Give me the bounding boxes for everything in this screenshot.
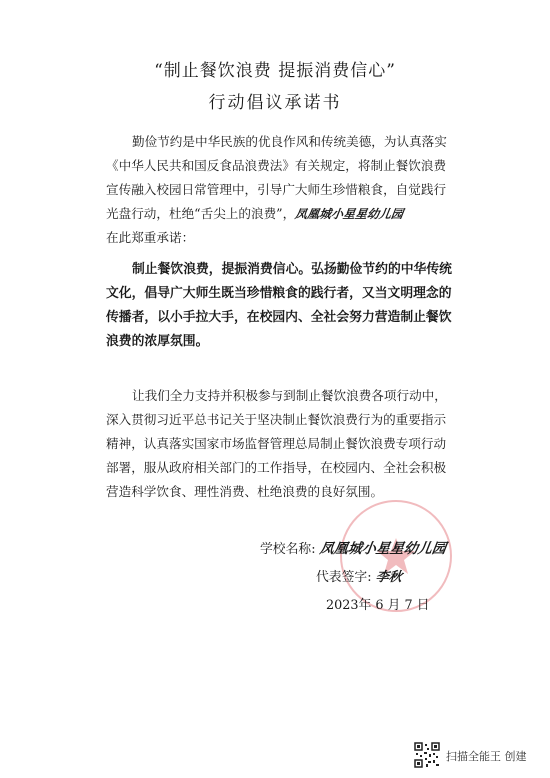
intro-text: 勤俭节约是中华民族的优良作风和传统美德，为认真落实《中华人民共和国反食品浪费法》有关规定，将制止餐饮浪费宣传融入校园日常管理中，引导广大师生珍惜粮食，自觉践行光盘行动，杜绝“舌尖上的浪费”， (106, 134, 447, 221)
school-name-row (260, 538, 446, 558)
representative-signature: 李秋 (374, 570, 403, 585)
paragraph-intro (106, 130, 458, 250)
date-row: 2023年 6 月 7 日 (326, 598, 430, 613)
action-text: 让我们全力支持并积极参与到制止餐饮浪费各项行动中，深入贯彻习近平总书记关于坚决制止餐饮浪费行为的重要指示精神，认真落实国家市场监督管理总局制止餐饮浪费专项行动部署，服从政府相关部门的工作指导，在校园内、全社会积极营造科学饮食、理性消费、杜绝浪费的良好氛围。 (106, 388, 447, 499)
school-label: 学校名称: (260, 542, 316, 557)
commitment-text: 制止餐饮浪费，提振消费信心。弘扬勤俭节约的中华传统文化，倡导广大师生既当珍惜粮食的践行者，又当文明理念的传播者，以小手拉大手，在校园内、全社会努力营造制止餐饮浪费的浓厚氛围。 (106, 262, 452, 349)
title-line2: 行动倡议承诺书 (208, 93, 342, 113)
scanner-watermark: 扫描全能王 创建 (446, 750, 527, 763)
paragraph-action (106, 384, 458, 504)
qr-code-icon (414, 742, 440, 768)
representative-label: 代表签字: (316, 570, 372, 585)
school-name-handwritten: 凤凰城小星星幼儿园 (318, 541, 447, 557)
title-line1: “制止餐饮浪费 提振消费信心” (154, 61, 396, 81)
intro-suffix: 在此郑重承诺： (106, 230, 195, 245)
paragraph-commitment (106, 258, 458, 354)
handwritten-school-name: 凤凰城小星星幼儿园 (294, 207, 405, 221)
representative-row (316, 566, 402, 585)
